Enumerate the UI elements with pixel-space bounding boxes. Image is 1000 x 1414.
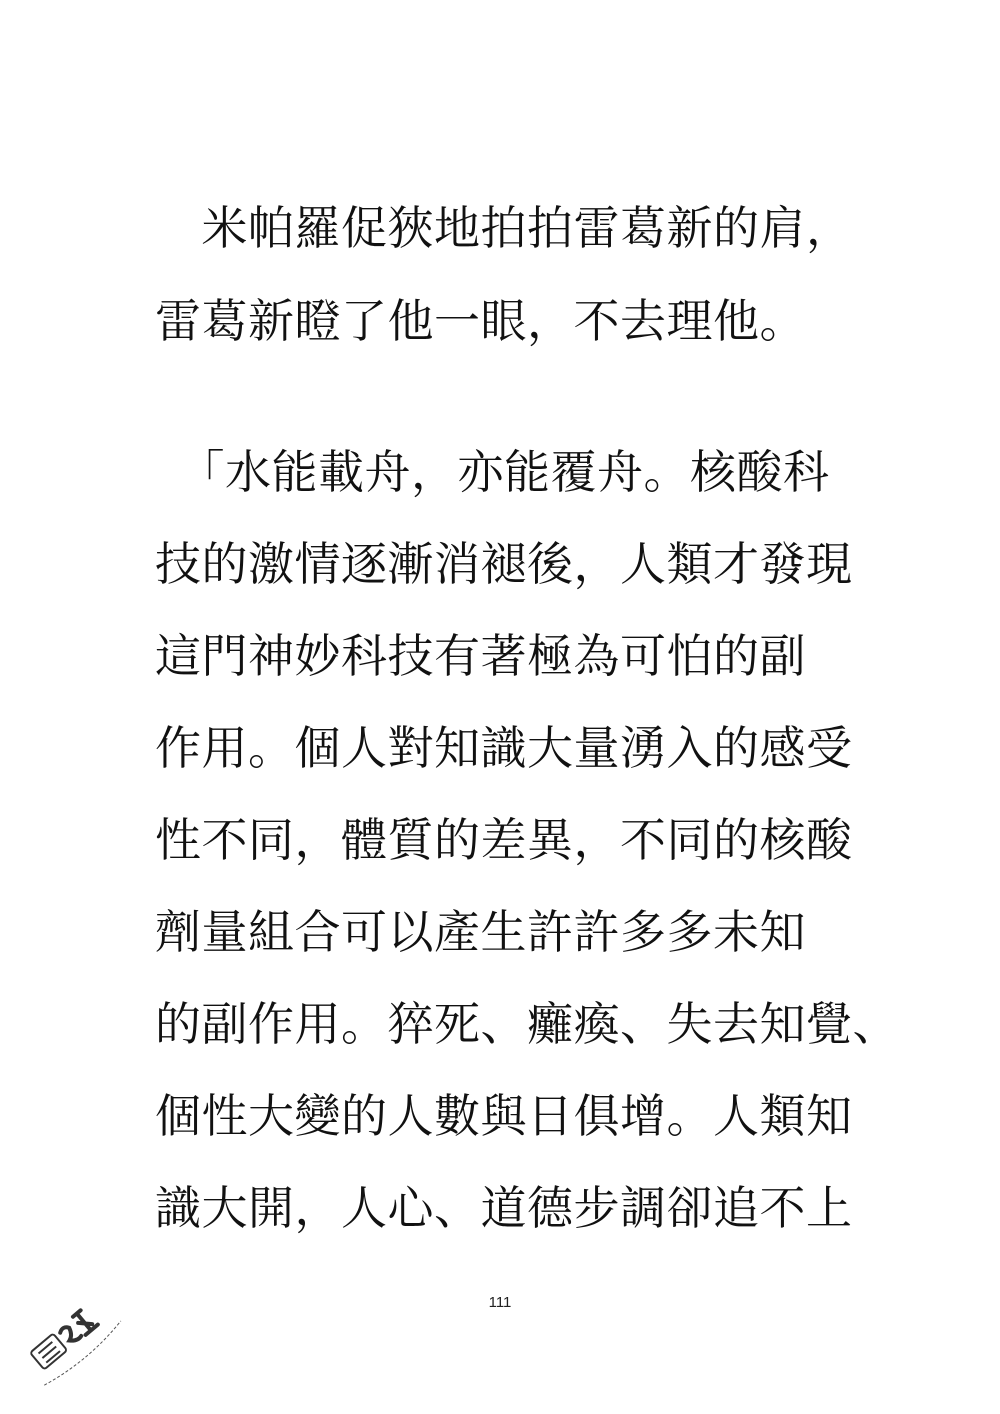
- text-line: 的副作用。猝死、癱瘓、失去知覺、: [155, 997, 899, 1051]
- text-line: 雷葛新瞪了他一眼，不去理他。: [155, 294, 806, 348]
- page-number: 111: [488, 1294, 512, 1311]
- watermark-logo: [10, 1290, 150, 1410]
- text-line: 米帕羅促狹地拍拍雷葛新的肩，: [155, 201, 853, 255]
- text-line: 個性大變的人數與日俱增。人類知: [155, 1089, 853, 1143]
- text-line: 「水能載舟，亦能覆舟。核酸科: [155, 445, 830, 499]
- text-line: 性不同，體質的差異，不同的核酸: [155, 813, 853, 867]
- text-line: 這門神妙科技有著極為可怕的副: [155, 629, 806, 683]
- text-line: 技的激情逐漸消褪後，人類才發現: [155, 537, 853, 591]
- text-line: 作用。個人對知識大量湧入的感受: [155, 721, 853, 775]
- text-line: 劑量組合可以產生許許多多未知: [155, 905, 806, 959]
- watermark-logo-icon: [10, 1290, 150, 1410]
- text-line: 識大開，人心、道德步調卻追不上: [155, 1181, 853, 1235]
